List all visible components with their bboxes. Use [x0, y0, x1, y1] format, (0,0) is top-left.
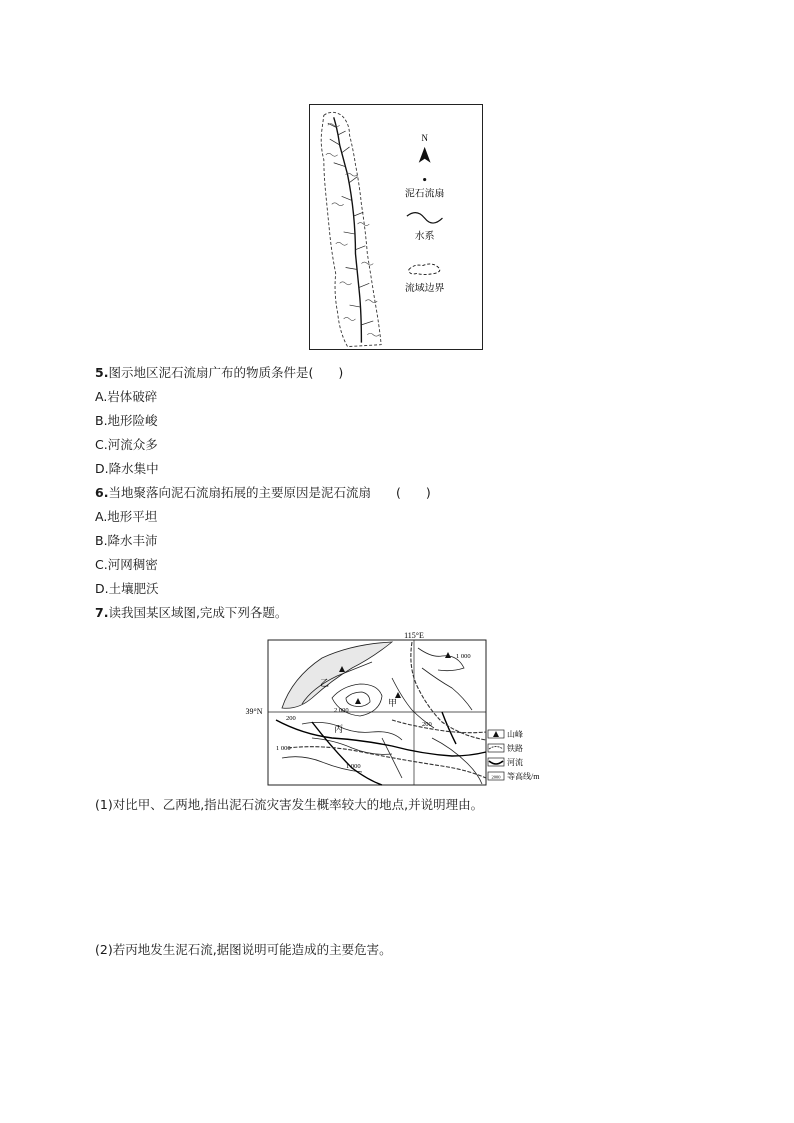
legend-rail-label: 铁路 [507, 744, 523, 753]
mudflow-fans [326, 124, 379, 337]
q6-option-b[interactable]: B.降水丰沛 [95, 533, 158, 548]
fan-legend-icon [423, 178, 426, 181]
map-frame [268, 640, 486, 785]
main-river [334, 117, 362, 342]
latitude-label: 39°N [245, 707, 263, 716]
q5-text: 图示地区泥石流扇广布的物质条件是( ) [108, 365, 344, 380]
regional-topo-map [242, 628, 557, 788]
contour-label-2000: 2 000 [334, 707, 349, 714]
contour-label-1000-w: 1 000 [276, 745, 291, 752]
q5-option-c[interactable]: C.河流众多 [95, 437, 158, 452]
q6-option-c[interactable]: C.河网稠密 [95, 557, 158, 572]
q7-number: 7. [95, 605, 109, 620]
q7-sub2: (2)若丙地发生泥石流,据图说明可能造成的主要危害。 [95, 942, 392, 957]
place-yi-label: 乙 [320, 678, 330, 688]
tributaries [328, 123, 373, 325]
mudflow-fan-map-svg [310, 105, 482, 349]
contour-label-200-b: 200 [286, 715, 296, 722]
legend-contour-sample: 2000 [491, 774, 501, 780]
q7-text: 读我国某区域图,完成下列各题。 [108, 605, 288, 620]
legend-boundary-label: 流域边界 [404, 283, 445, 295]
north-label: N [421, 133, 428, 143]
river-legend-icon [407, 213, 443, 223]
legend-peak-label: 山峰 [507, 730, 523, 739]
q6-stem [95, 485, 431, 501]
q6-number: 6. [95, 485, 109, 500]
legend-fan-label: 泥石流扇 [404, 188, 445, 200]
topo-legend [488, 729, 540, 781]
contour-label-200-a: 200 [422, 721, 432, 728]
place-bing-label: 丙 [334, 724, 344, 734]
north-arrow-icon [419, 147, 431, 163]
contour-label-1000-ne: 1 000 [456, 653, 471, 660]
q5-stem [95, 365, 343, 381]
boundary-legend-icon [409, 264, 440, 274]
q6-option-a[interactable]: A.地形平坦 [95, 509, 158, 524]
legend-contour-label: 等高线/m [507, 772, 540, 781]
legend-river-label: 河流 [507, 758, 523, 767]
q6-text: 当地聚落向泥石流扇拓展的主要原因是泥石流扇 ( ) [108, 485, 431, 500]
q6-option-d[interactable]: D.土壤肥沃 [95, 581, 159, 596]
place-jia-label: 甲 [388, 698, 398, 708]
regional-topo-map-svg [242, 628, 557, 788]
q5-number: 5. [95, 365, 109, 380]
mudflow-fan-map [309, 104, 483, 350]
q7-stem [95, 605, 287, 621]
contour-label-1000-s: 1 000 [346, 763, 361, 770]
watershed-boundary [321, 112, 381, 346]
legend-river-label: 水系 [414, 230, 435, 242]
q5-option-b[interactable]: B.地形险峻 [95, 413, 158, 428]
q5-option-d[interactable]: D.降水集中 [95, 461, 159, 476]
longitude-label: 115°E [404, 631, 424, 640]
q7-sub1: (1)对比甲、乙两地,指出泥石流灾害发生概率较大的地点,并说明理由。 [95, 797, 484, 812]
q5-option-a[interactable]: A.岩体破碎 [95, 389, 158, 404]
